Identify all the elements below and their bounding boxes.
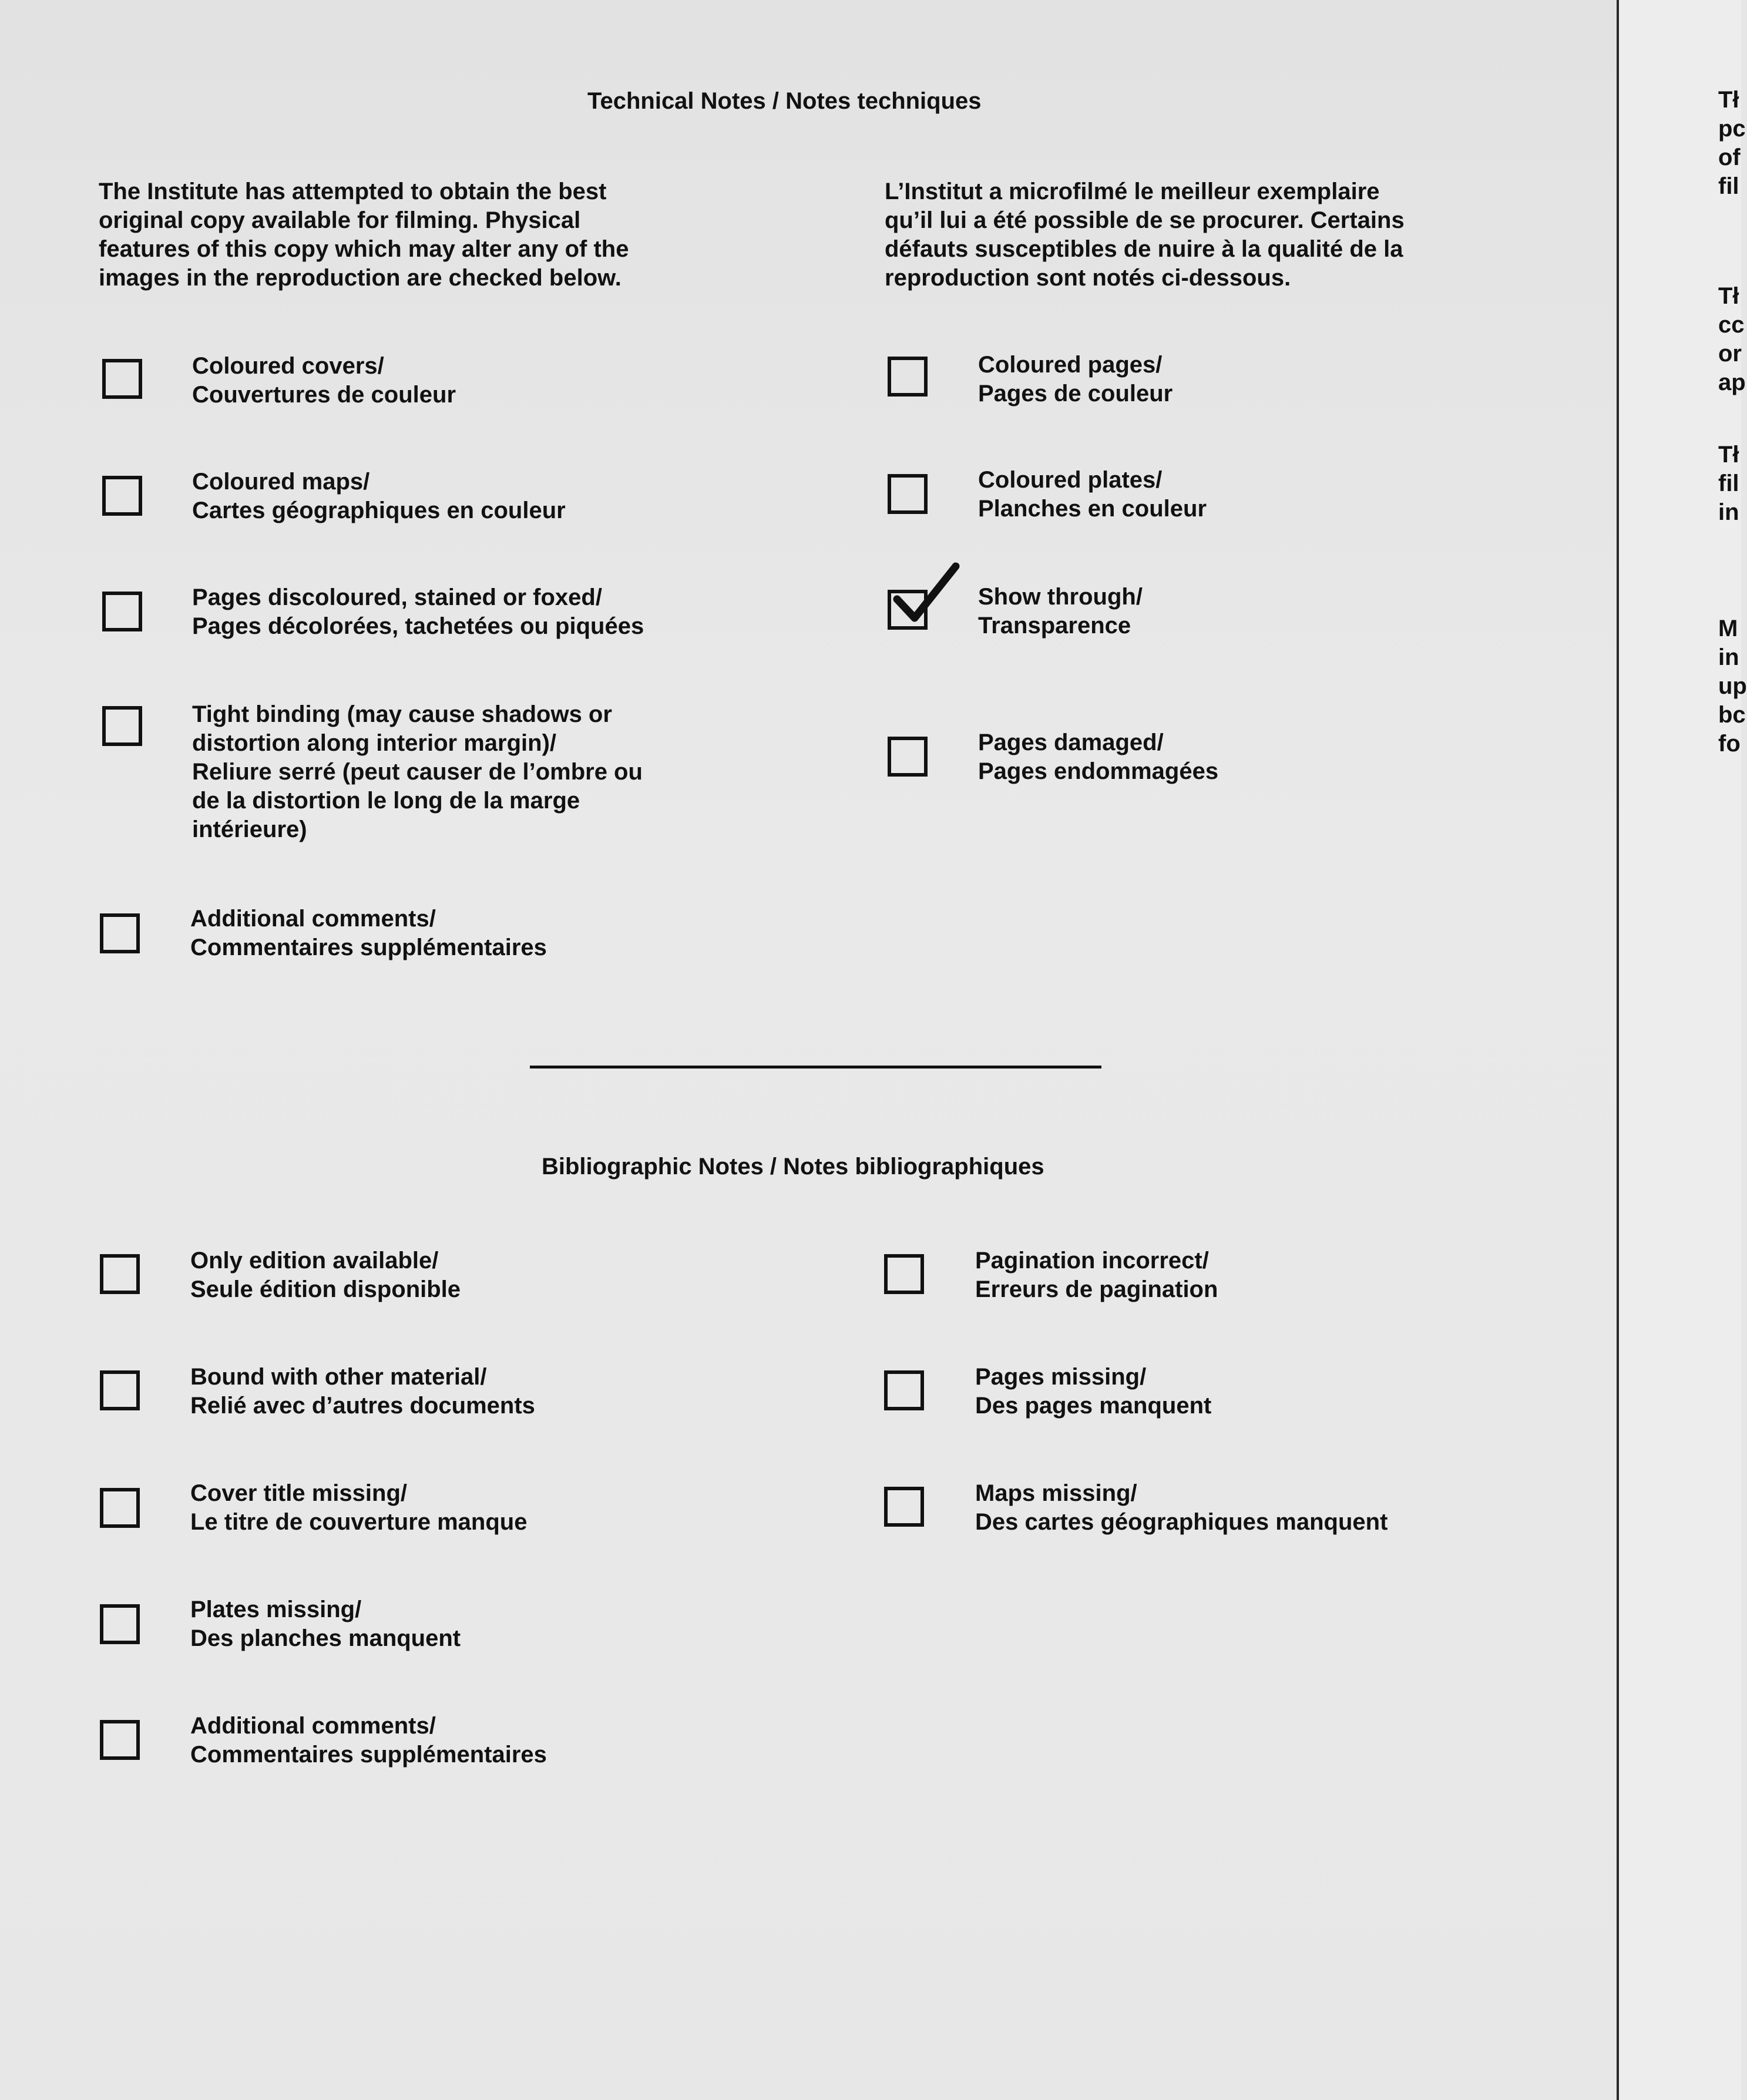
label-line: Des pages manquent: [975, 1393, 1212, 1419]
checkbox-only-edition[interactable]: [100, 1254, 140, 1294]
label-line: Pages décolorées, tachetées ou piquées: [192, 613, 644, 639]
label-bound-with-other: [190, 1363, 535, 1420]
label-line: distortion along interior margin)/: [192, 730, 556, 756]
intro-french-line: L’Institut a microfilmé le meilleur exemplaire: [885, 179, 1380, 204]
intro-english-line: features of this copy which may alter any of the: [99, 236, 629, 262]
fragment-line: cc: [1718, 312, 1745, 338]
label-line: Commentaires supplémentaires: [190, 1742, 547, 1768]
fragment-line: M: [1718, 616, 1738, 641]
label-line: Pages missing/: [975, 1364, 1147, 1390]
checkbox-plates-missing[interactable]: [100, 1604, 140, 1644]
technical-notes-title: Technical Notes / Notes techniques: [587, 88, 982, 114]
label-line: Coloured plates/: [978, 467, 1163, 493]
label-bibliographic-additional-comments: [190, 1712, 547, 1769]
label-pages-discoloured: [192, 583, 644, 641]
label-line: Coloured maps/: [192, 469, 370, 495]
label-pagination-incorrect: [975, 1246, 1218, 1304]
label-only-edition: [190, 1246, 461, 1304]
label-line: Couvertures de couleur: [192, 382, 456, 408]
checkbox-pages-damaged[interactable]: [888, 737, 928, 777]
checkbox-tight-binding[interactable]: [102, 706, 142, 746]
label-line: Erreurs de pagination: [975, 1276, 1218, 1302]
intro-english-line: The Institute has attempted to obtain the best: [99, 179, 607, 204]
fragment-line: up: [1718, 673, 1747, 699]
fragment-line: of: [1718, 145, 1741, 170]
label-line: Tight binding (may cause shadows or: [192, 701, 612, 727]
fragment-line: in: [1718, 499, 1739, 525]
label-line: Planches en couleur: [978, 496, 1207, 522]
intro-english: [99, 177, 629, 293]
checkbox-technical-additional-comments[interactable]: [100, 913, 140, 953]
checkbox-pagination-incorrect[interactable]: [884, 1254, 924, 1294]
label-line: Seule édition disponible: [190, 1276, 461, 1302]
label-show-through: [978, 583, 1143, 640]
checkbox-coloured-covers[interactable]: [102, 359, 142, 399]
label-line: Pagination incorrect/: [975, 1248, 1209, 1274]
label-line: Cover title missing/: [190, 1480, 407, 1506]
fragment-line: Tł: [1718, 283, 1739, 309]
label-line: Show through/: [978, 584, 1143, 610]
adjacent-page-fragment: [1718, 86, 1746, 201]
checkmark-icon: [890, 563, 972, 633]
label-line: Cartes géographiques en couleur: [192, 498, 566, 523]
label-line: Relié avec d’autres documents: [190, 1393, 535, 1419]
label-line: Coloured pages/: [978, 352, 1163, 378]
fragment-line: Tł: [1718, 442, 1739, 468]
label-line: Additional comments/: [190, 1713, 436, 1739]
label-coloured-maps: [192, 468, 566, 525]
label-line: Reliure serré (peut causer de l’ombre ou: [192, 759, 643, 785]
label-line: Des cartes géographiques manquent: [975, 1509, 1388, 1535]
label-pages-missing: [975, 1363, 1211, 1420]
label-line: de la distortion le long de la marge: [192, 788, 580, 814]
label-plates-missing: [190, 1595, 461, 1653]
label-line: intérieure): [192, 817, 307, 842]
intro-french-line: défauts susceptibles de nuire à la qualité de la: [885, 236, 1403, 262]
fragment-line: bc: [1718, 702, 1746, 728]
label-coloured-covers: [192, 352, 456, 409]
checkbox-pages-discoloured[interactable]: [102, 592, 142, 631]
label-coloured-pages: [978, 351, 1172, 408]
fragment-line: ap: [1718, 369, 1746, 395]
fragment-line: pc: [1718, 116, 1746, 142]
adjacent-page-fragment: [1718, 441, 1739, 527]
fragment-line: fo: [1718, 731, 1741, 757]
label-maps-missing: [975, 1479, 1387, 1537]
label-line: Additional comments/: [190, 906, 436, 932]
label-line: Bound with other material/: [190, 1364, 487, 1390]
label-line: Transparence: [978, 613, 1131, 639]
label-technical-additional-comments: [190, 905, 547, 962]
checkbox-coloured-maps[interactable]: [102, 476, 142, 516]
label-line: Plates missing/: [190, 1597, 362, 1622]
label-line: Maps missing/: [975, 1480, 1137, 1506]
fragment-line: Tł: [1718, 87, 1739, 113]
intro-french-line: reproduction sont notés ci-dessous.: [885, 265, 1291, 291]
checkbox-cover-title-missing[interactable]: [100, 1488, 140, 1528]
checkbox-pages-missing[interactable]: [884, 1370, 924, 1410]
label-line: Coloured covers/: [192, 353, 384, 379]
checkbox-bound-with-other[interactable]: [100, 1370, 140, 1410]
label-line: Des planches manquent: [190, 1625, 461, 1651]
adjacent-page-fragment: [1718, 614, 1747, 758]
label-line: Only edition available/: [190, 1248, 439, 1274]
label-coloured-plates: [978, 466, 1207, 523]
label-pages-damaged: [978, 728, 1218, 786]
intro-english-line: original copy available for filming. Physical: [99, 207, 581, 233]
label-cover-title-missing: [190, 1479, 527, 1537]
fragment-line: or: [1718, 341, 1742, 367]
label-line: Pages damaged/: [978, 730, 1164, 755]
bibliographic-notes-title: Bibliographic Notes / Notes bibliographiques: [542, 1154, 1044, 1180]
checkbox-maps-missing[interactable]: [884, 1487, 924, 1527]
fragment-line: in: [1718, 644, 1739, 670]
label-line: Pages endommagées: [978, 758, 1219, 784]
intro-french: [885, 177, 1405, 293]
label-line: Pages discoloured, stained or foxed/: [192, 584, 602, 610]
section-divider: [530, 1066, 1101, 1069]
fragment-line: fil: [1718, 471, 1739, 496]
checkbox-coloured-pages[interactable]: [888, 357, 928, 397]
label-tight-binding: [192, 700, 643, 844]
label-line: Pages de couleur: [978, 381, 1173, 406]
label-line: Le titre de couverture manque: [190, 1509, 528, 1535]
label-line: Commentaires supplémentaires: [190, 935, 547, 960]
intro-french-line: qu’il lui a été possible de se procurer. Certains: [885, 207, 1405, 233]
checkbox-coloured-plates[interactable]: [888, 474, 928, 514]
fragment-line: fil: [1718, 173, 1739, 199]
adjacent-page-fragment: [1718, 282, 1746, 397]
intro-english-line: images in the reproduction are checked below.: [99, 265, 621, 291]
checkbox-bibliographic-additional-comments[interactable]: [100, 1720, 140, 1760]
